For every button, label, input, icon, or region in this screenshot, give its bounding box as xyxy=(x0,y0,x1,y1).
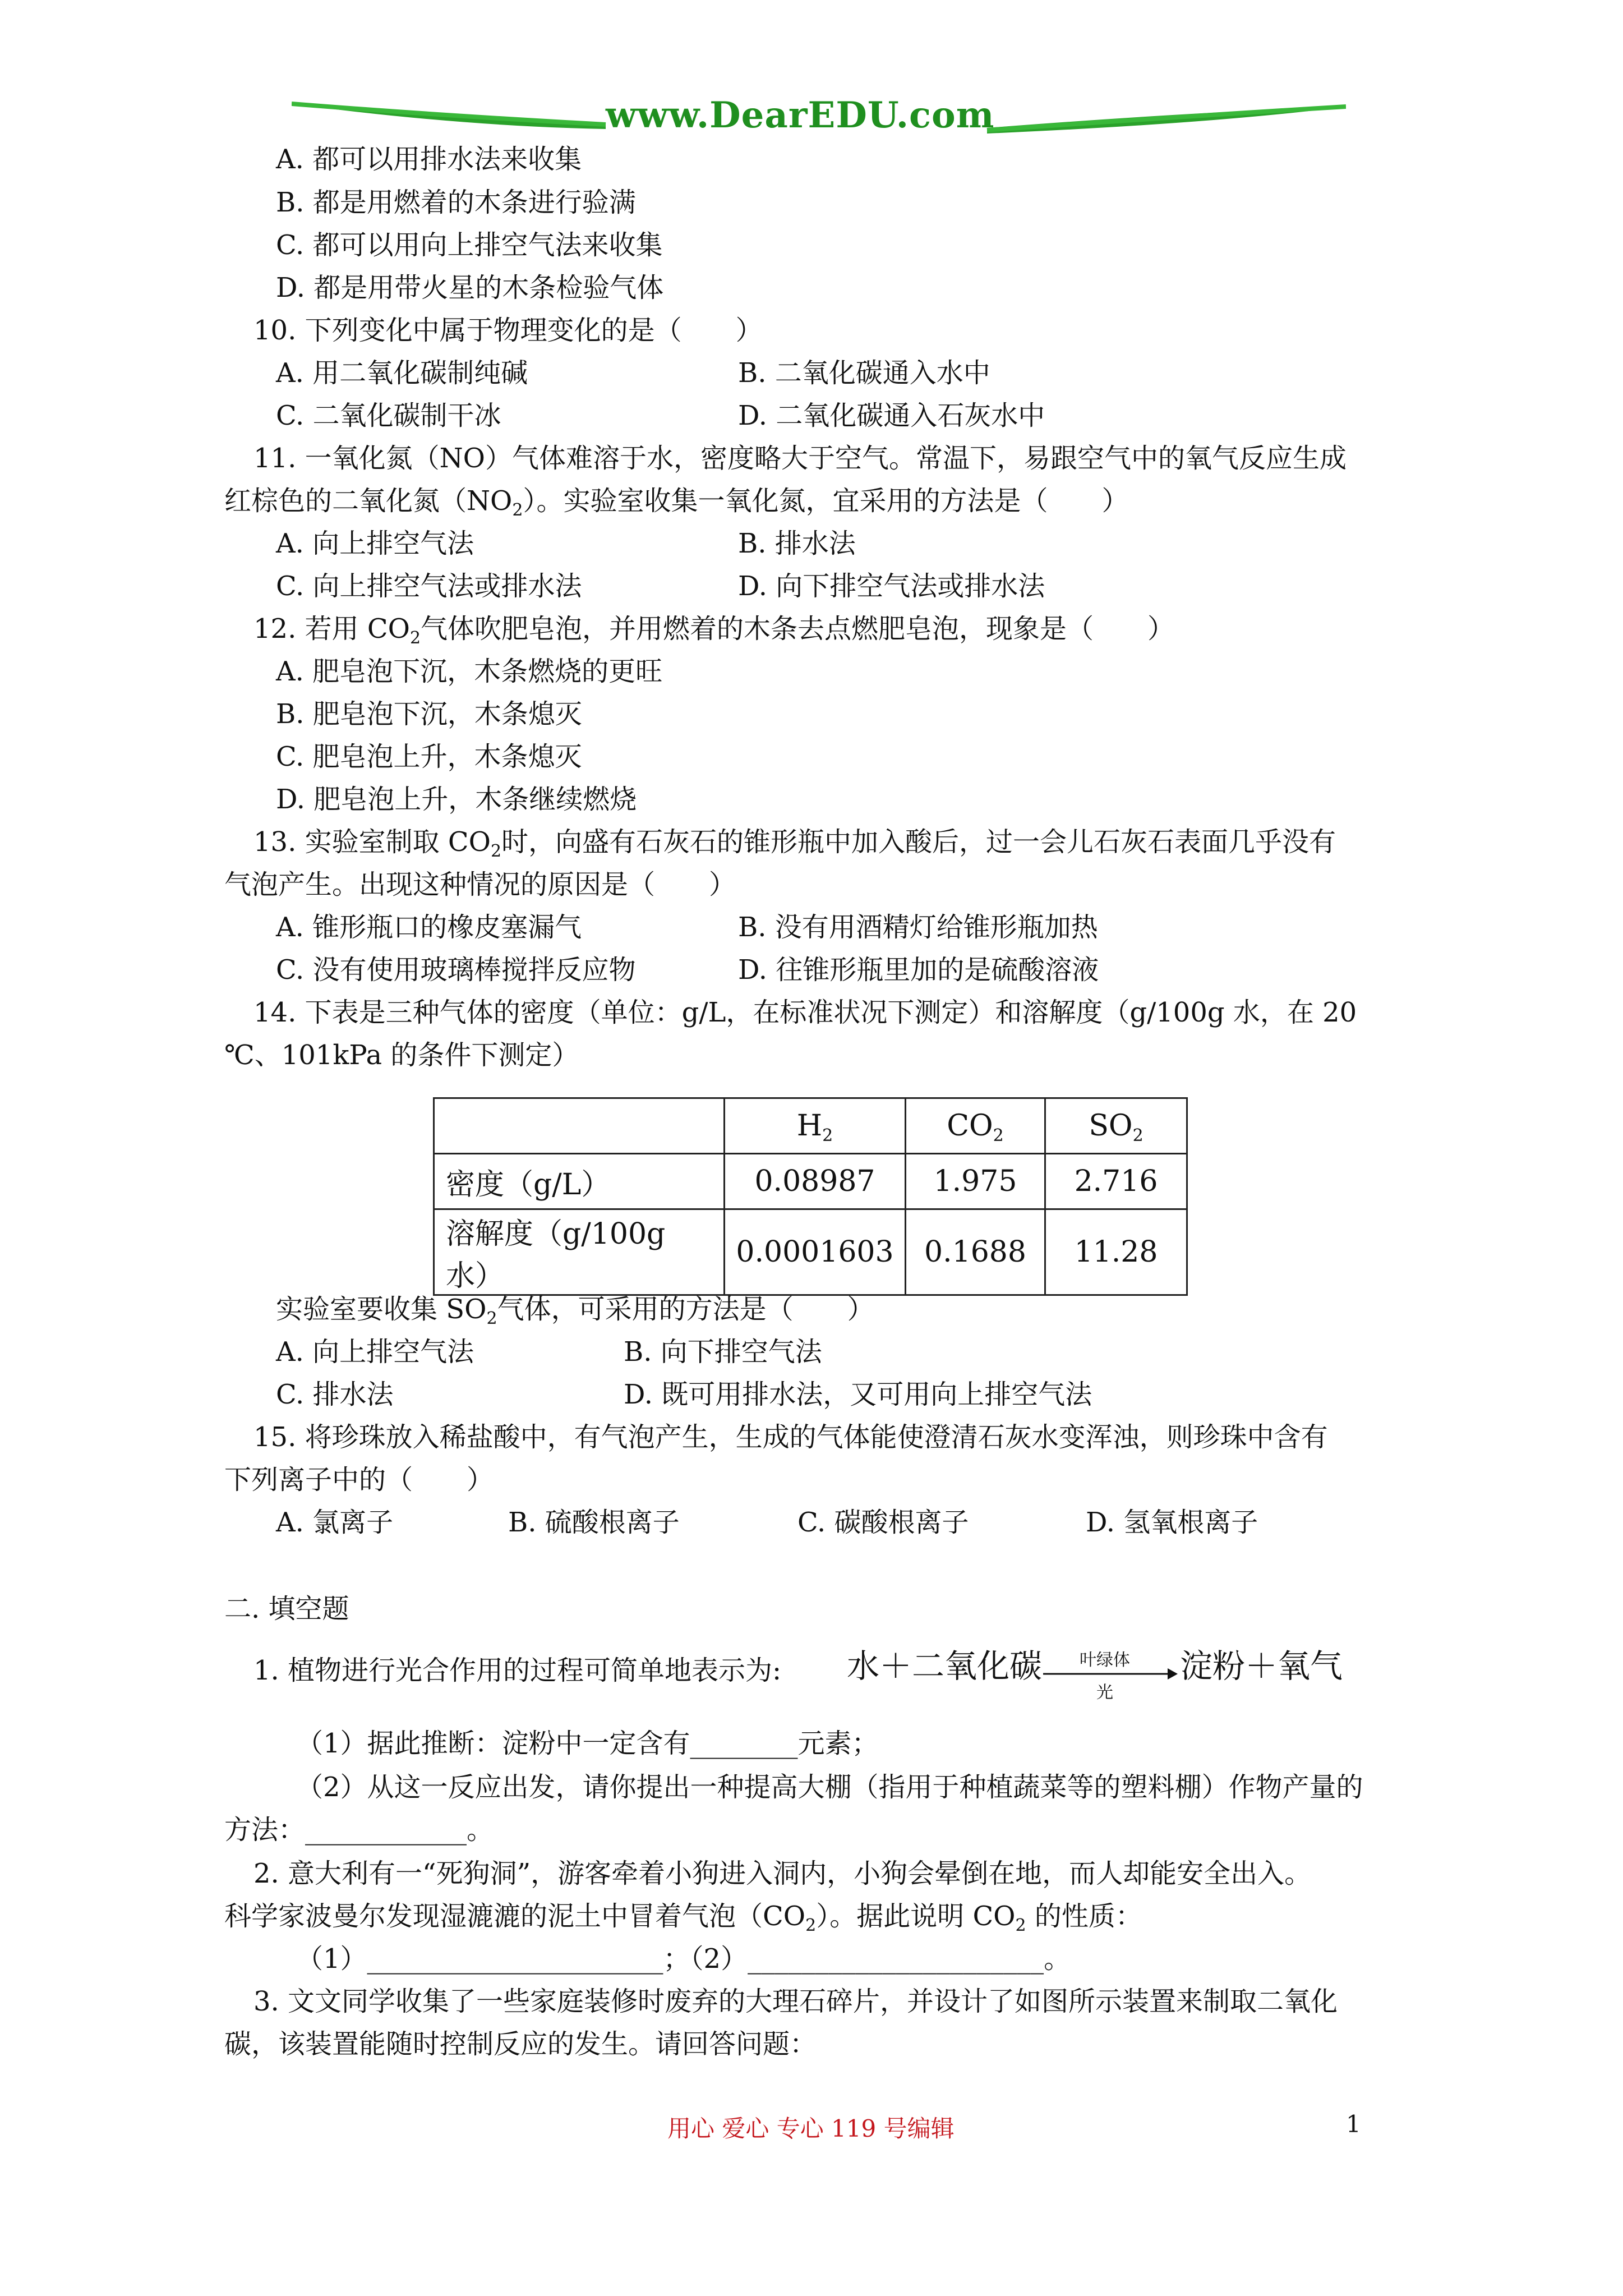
q12-option-b: B. 肥皂泡下沉，木条熄灭 xyxy=(276,698,582,730)
table-cell: 11.28 xyxy=(1045,1209,1187,1295)
reaction-arrow xyxy=(1043,1646,1178,1703)
f1-part2: （2）从这一反应出发，请你提出一种提高大棚（指用于种植蔬菜等的塑料棚）作物产量的 xyxy=(296,1772,1363,1803)
table-cell: 0.0001603 xyxy=(725,1209,906,1295)
f1-part2-cont: 方法：____________。 xyxy=(224,1814,494,1846)
table-row xyxy=(434,1154,1187,1209)
q15-option-d: D. 氢氧根离子 xyxy=(1086,1507,1258,1538)
q12-stem: 12. 若用 $CO_2$气体吹肥皂泡，并用燃着的木条去点燃肥皂泡，现象是（ ） xyxy=(253,613,1175,648)
q9-option-b: B. 都是用燃着的木条进行验满 xyxy=(276,187,636,218)
equation-left: 水＋二氧化碳 xyxy=(847,1647,1043,1685)
f2-blanks: （1）______________________；（2）______________________。 xyxy=(296,1943,1071,1975)
q14-option-a: A. 向上排空气法 xyxy=(276,1336,474,1368)
q13-option-b: B. 没有用酒精灯给锥形瓶加热 xyxy=(738,912,1098,943)
q12-option-a: A. 肥皂泡下沉，木条燃烧的更旺 xyxy=(276,656,663,687)
table-col-h2: $H_2$ xyxy=(725,1098,906,1154)
q14-stem-line2: ℃、101kPa 的条件下测定） xyxy=(224,1039,579,1071)
q13-option-c: C. 没有使用玻璃棒搅拌反应物 xyxy=(276,954,636,986)
q12-option-c: C. 肥皂泡上升，木条熄灭 xyxy=(276,741,582,772)
q13-option-d: D. 往锥形瓶里加的是硫酸溶液 xyxy=(738,954,1099,986)
table-cell: 0.1688 xyxy=(906,1209,1045,1295)
q10-option-c: C. 二氧化碳制干冰 xyxy=(276,400,501,431)
table-header-row xyxy=(434,1098,1187,1154)
q9-option-a: A. 都可以用排水法来收集 xyxy=(276,144,582,175)
table-col-so2: $SO_2$ xyxy=(1045,1098,1187,1154)
q13-stem-line1: 13. 实验室制取 $CO_2$时，向盛有石灰石的锥形瓶中加入酸后，过一会儿石灰石表面几乎没有 xyxy=(253,826,1336,861)
q15-stem-line2: 下列离子中的（ ） xyxy=(224,1464,494,1496)
q10-stem: 10. 下列变化中属于物理变化的是（ ） xyxy=(253,315,763,346)
gas-property-table xyxy=(433,1097,1188,1296)
table-row xyxy=(434,1209,1187,1295)
q15-stem-line1: 15. 将珍珠放入稀盐酸中，有气泡产生，生成的气体能使澄清石灰水变浑浊，则珍珠中含有 xyxy=(253,1421,1328,1453)
table-col-co2: $CO_2$ xyxy=(906,1098,1045,1154)
q10-option-d: D. 二氧化碳通入石灰水中 xyxy=(738,400,1045,431)
f3-stem-line1: 3. 文文同学收集了一些家庭装修时废弃的大理石碎片，并设计了如图所示装置来制取二氧化 xyxy=(253,1986,1338,2017)
q11-option-a: A. 向上排空气法 xyxy=(276,528,474,559)
q9-option-d: D. 都是用带火星的木条检验气体 xyxy=(276,272,664,303)
page-number: 1 xyxy=(1346,2110,1361,2138)
table-corner-cell xyxy=(434,1098,725,1154)
q13-stem-line2: 气泡产生。出现这种情况的原因是（ ） xyxy=(224,869,736,900)
q11-option-b: B. 排水法 xyxy=(738,528,856,559)
q12-option-d: D. 肥皂泡上升，木条继续燃烧 xyxy=(276,784,637,815)
f1-stem: 1. 植物进行光合作用的过程可简单地表示为: xyxy=(253,1655,782,1686)
q15-option-c: C. 碳酸根离子 xyxy=(797,1507,969,1538)
table-row-label-solubility: 溶解度（g/100g 水） xyxy=(434,1209,725,1295)
q14-option-d: D. 既可用排水法，又可用向上排空气法 xyxy=(624,1379,1092,1410)
q10-option-a: A. 用二氧化碳制纯碱 xyxy=(276,357,528,389)
page-footer-text: 用心 爱心 专心 119 号编辑 xyxy=(667,2115,955,2142)
f1-part1: （1）据此推断：淀粉中一定含有________元素； xyxy=(296,1728,879,1759)
f2-stem-line1: 2. 意大利有一“死狗洞”，游客牵着小狗进入洞内，小狗会晕倒在地，而人却能安全出入。 xyxy=(253,1858,1312,1889)
q11-stem-line1: 11. 一氧化氮（NO）气体难溶于水，密度略大于空气。常温下，易跟空气中的氧气反应生成 xyxy=(253,443,1347,474)
q15-option-a: A. 氯离子 xyxy=(276,1507,394,1538)
table-cell: 0.08987 xyxy=(725,1154,906,1209)
equation-right: 淀粉＋氧气 xyxy=(1180,1647,1343,1685)
q14-option-c: C. 排水法 xyxy=(276,1379,394,1410)
table-cell: 1.975 xyxy=(906,1154,1045,1209)
f2-stem-line2: 科学家波曼尔发现湿漉漉的泥土中冒着气泡$(CO_2)$。据此说明 $CO_2$ 的性质： xyxy=(224,1901,1142,1935)
section-title-fill-in: 二. 填空题 xyxy=(224,1593,349,1625)
q15-option-b: B. 硫酸根离子 xyxy=(508,1507,680,1538)
q10-option-b: B. 二氧化碳通入水中 xyxy=(738,357,990,389)
site-logo-text[interactable]: www.DearEDU.com xyxy=(606,94,995,136)
q11-stem-line2: 红棕色的二氧化氮$(NO_2)$。实验室收集一氧化氮，宜采用的方法是（ ） xyxy=(224,485,1129,520)
q13-option-a: A. 锥形瓶口的橡皮塞漏气 xyxy=(276,912,582,943)
arrow-label-light: 光 xyxy=(1096,1683,1113,1703)
q11-option-d: D. 向下排空气法或排水法 xyxy=(738,570,1045,602)
q9-option-c: C. 都可以用向上排空气法来收集 xyxy=(276,229,663,261)
arrow-label-catalyst: 叶绿体 xyxy=(1080,1650,1130,1670)
table-row-label-density: 密度（g/L） xyxy=(434,1154,725,1209)
q14-option-b: B. 向下排空气法 xyxy=(624,1336,822,1368)
f3-stem-line2: 碳，该装置能随时控制反应的发生。请回答问题： xyxy=(224,2028,817,2060)
table-cell: 2.716 xyxy=(1045,1154,1187,1209)
q14-stem-line1: 14. 下表是三种气体的密度（单位：g/L，在标准状况下测定）和溶解度（g/100g 水，在 20 xyxy=(253,997,1357,1028)
q14-ask: 实验室要收集 $SO_2$气体，可采用的方法是（ ） xyxy=(276,1294,874,1328)
q11-option-c: C. 向上排空气法或排水法 xyxy=(276,570,582,602)
